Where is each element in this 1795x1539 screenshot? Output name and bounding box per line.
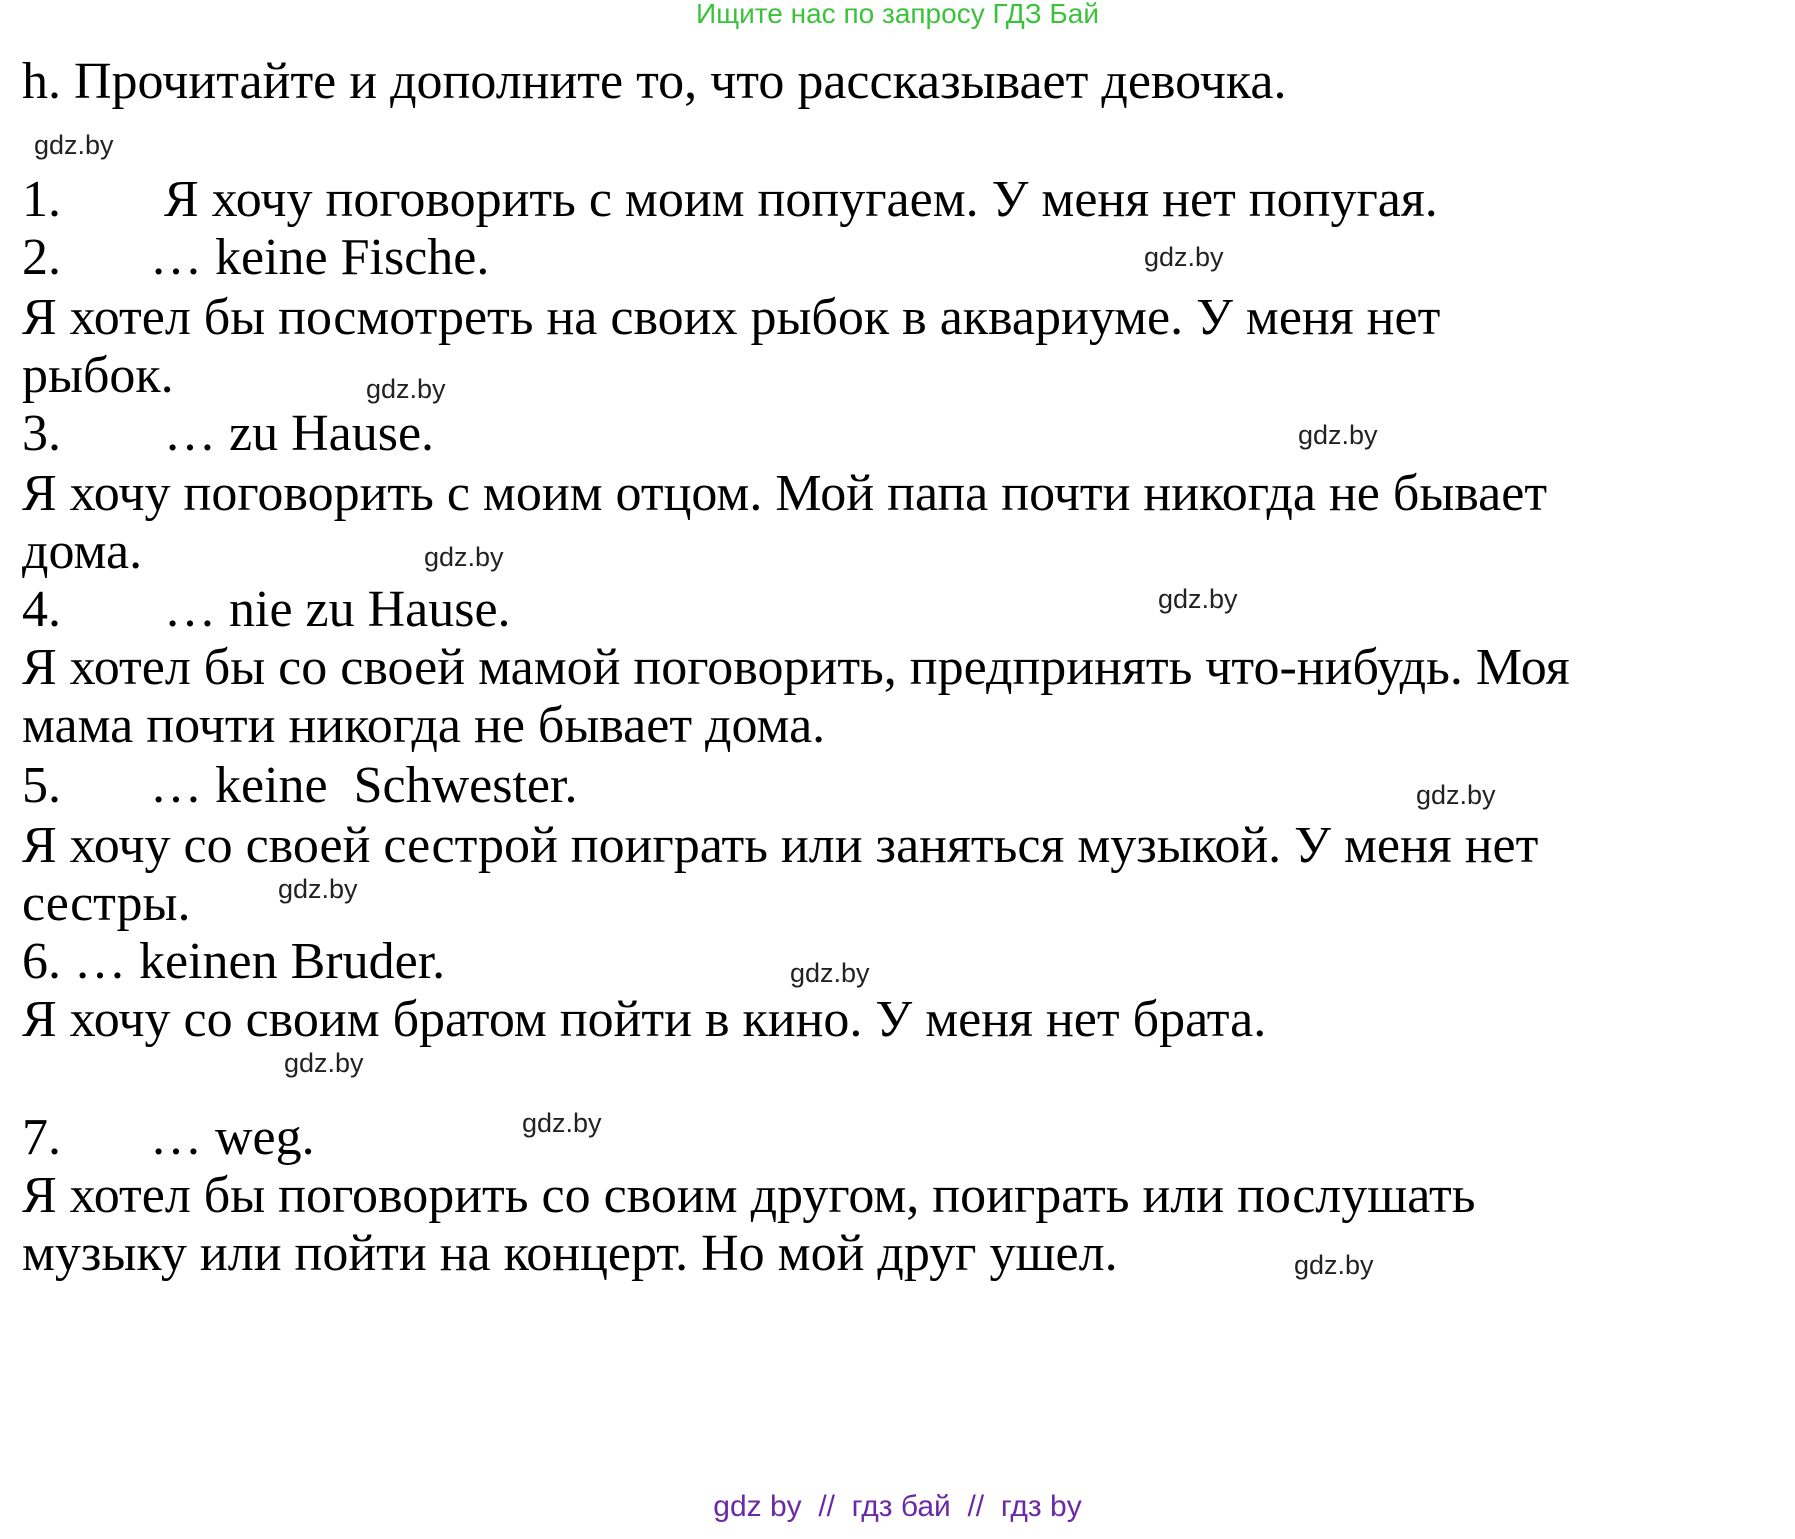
item-6-text: … keinen Bruder. — [74, 933, 446, 990]
watermark: gdz.by — [522, 1108, 602, 1138]
item-5 — [22, 756, 577, 816]
item-4-number: 4. — [22, 581, 61, 638]
watermark: gdz.by — [366, 374, 446, 404]
search-hint-banner: Ищите нас по запросу ГДЗ Бай — [695, 0, 1100, 29]
item-2-translation-line-1: Я хотел бы посмотреть на своих рыбок в аквариуме. У меня нет — [22, 289, 1441, 346]
watermark: gdz.by — [1416, 780, 1496, 810]
item-4-translation-line-2: мама почти никогда не бывает дома. — [22, 697, 826, 754]
item-5-translation-line-1: Я хочу со своей сестрой поиграть или заняться музыкой. У меня нет — [22, 817, 1539, 874]
item-7-translation-line-1: Я хотел бы поговорить со своим другом, поиграть или послушать — [22, 1167, 1476, 1224]
item-3-translation-line-1: Я хочу поговорить с моим отцом. Мой папа почти никогда не бывает — [22, 465, 1548, 522]
item-7 — [22, 1108, 315, 1168]
item-2-text: … keine Fische. — [150, 229, 490, 286]
item-2-number: 2. — [22, 229, 61, 286]
watermark: gdz.by — [284, 1048, 364, 1078]
item-3-number: 3. — [22, 405, 61, 462]
footer-brand: gdz by // гдз бай // гдз by — [713, 1490, 1082, 1523]
exercise-heading: h. Прочитайте и дополните то, что рассказывает девочка. — [22, 53, 1287, 110]
item-4-translation-line-1: Я хотел бы со своей мамой поговорить, предпринять что-нибудь. Моя — [22, 639, 1570, 696]
item-6-number: 6. — [22, 933, 61, 990]
item-7-translation-line-2: музыку или пойти на концерт. Но мой друг ушел. — [22, 1225, 1118, 1282]
item-6-translation-line-1: Я хочу со своим братом пойти в кино. У меня нет брата. — [22, 991, 1267, 1048]
item-6 — [22, 932, 445, 992]
item-1-text: Я хочу поговорить с моим попугаем. У меня нет попугая. — [164, 171, 1438, 228]
watermark: gdz.by — [278, 874, 358, 904]
item-1-number: 1. — [22, 171, 61, 228]
item-7-text: … weg. — [150, 1109, 315, 1166]
item-2-translation-line-2: рыбок. — [22, 347, 174, 404]
item-7-number: 7. — [22, 1109, 61, 1166]
watermark: gdz.by — [1144, 242, 1224, 272]
item-3-text: … zu Hause. — [164, 405, 435, 462]
item-2 — [22, 228, 489, 288]
item-5-text: … keine Schwester. — [150, 757, 578, 814]
item-3 — [22, 404, 434, 464]
watermark: gdz.by — [1294, 1250, 1374, 1280]
watermark: gdz.by — [1158, 584, 1238, 614]
item-3-translation-line-2: дома. — [22, 523, 143, 580]
item-4-text: … nie zu Hause. — [164, 581, 511, 638]
item-5-number: 5. — [22, 757, 61, 814]
watermark: gdz.by — [34, 130, 114, 160]
item-5-translation-line-2: сестры. — [22, 875, 191, 932]
item-1 — [22, 170, 1438, 230]
watermark: gdz.by — [424, 542, 504, 572]
watermark: gdz.by — [1298, 420, 1378, 450]
watermark: gdz.by — [790, 958, 870, 988]
item-4 — [22, 580, 511, 640]
